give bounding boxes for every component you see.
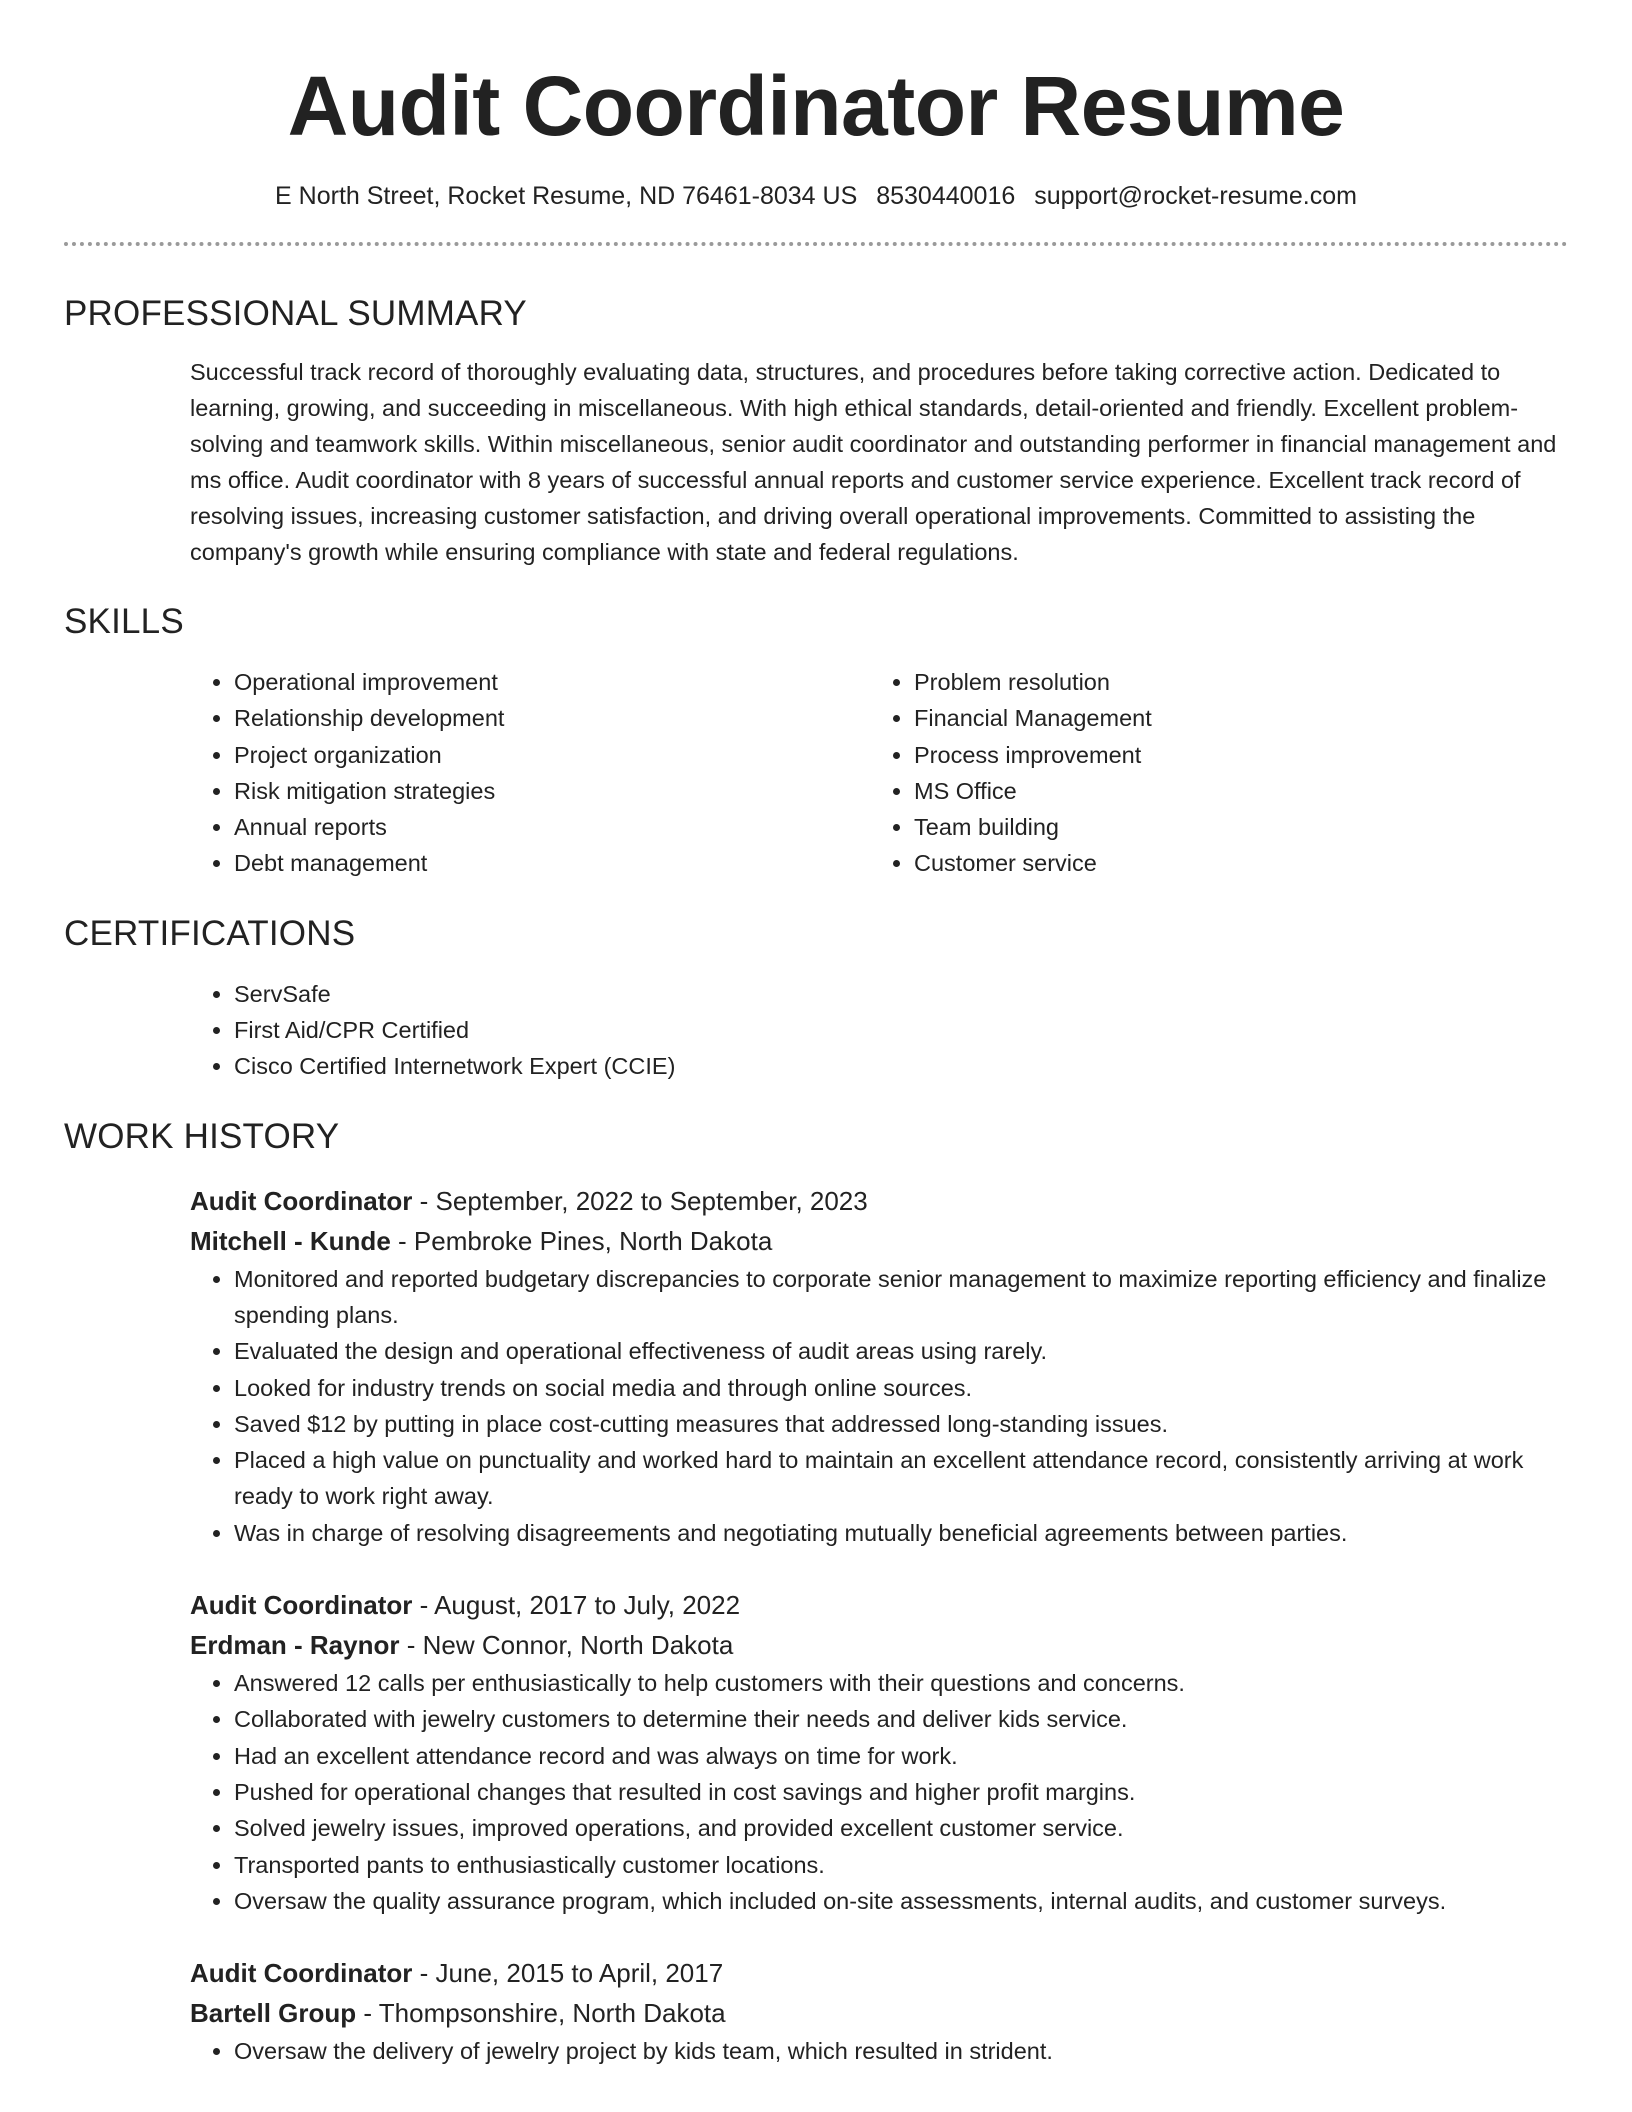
contact-phone: 8530440016 — [876, 182, 1016, 210]
skills-section — [64, 600, 1568, 882]
job-bullet: • Solved jewelry issues, improved operations, and provided excellent customer service. — [234, 1810, 1568, 1846]
certifications-list — [190, 976, 1568, 1085]
job-entry — [64, 1953, 1568, 2069]
job-bullet: • Collaborated with jewelry customers to determine their needs and deliver kids service. — [234, 1701, 1568, 1737]
job-bullets — [190, 1665, 1568, 1919]
job-company-line — [190, 1625, 1568, 1665]
job-bullet: • Was in charge of resolving disagreements and negotiating mutually beneficial agreements between parties. — [234, 1515, 1568, 1551]
job-title-line — [190, 1585, 1568, 1625]
skill-item: • Annual reports — [234, 809, 870, 845]
skill-item: • Risk mitigation strategies — [234, 773, 870, 809]
certifications-heading: CERTIFICATIONS — [64, 913, 356, 953]
job-company-line — [190, 1221, 1568, 1261]
skill-item: • Operational improvement — [234, 664, 870, 700]
job-bullet: • Answered 12 calls per enthusiastically to help customers with their questions and concerns. — [234, 1665, 1568, 1701]
skill-item: • Debt management — [234, 845, 870, 881]
job-bullet: • Looked for industry trends on social media and through online sources. — [234, 1370, 1568, 1406]
resume-title: Audit Coordinator Resume — [287, 59, 1345, 153]
work-history-heading: WORK HISTORY — [64, 1116, 340, 1156]
job-entry — [64, 1585, 1568, 1919]
job-bullet: • Oversaw the quality assurance program, which included on-site assessments, internal audits, and customer surveys. — [234, 1883, 1568, 1919]
contact-email: support@rocket-resume.com — [1034, 182, 1357, 210]
job-company: Erdman - Raynor — [190, 1630, 400, 1661]
skill-item: • Project organization — [234, 737, 870, 773]
skills-column-left — [190, 664, 870, 882]
certification-item: • Cisco Certified Internetwork Expert (CCIE) — [234, 1048, 1568, 1084]
job-bullet: • Monitored and reported budgetary discrepancies to corporate senior management to maximize reporting efficiency and finalize spending plans. — [234, 1261, 1568, 1334]
skill-item: • Process improvement — [914, 737, 1152, 773]
summary-heading: PROFESSIONAL SUMMARY — [64, 294, 527, 333]
certifications-list-wrap — [64, 976, 1568, 1085]
job-location: - Pembroke Pines, North Dakota — [390, 1225, 773, 1256]
skills-heading: SKILLS — [64, 602, 184, 641]
job-entry — [64, 1181, 1568, 1551]
skill-item: • Team building — [914, 809, 1152, 845]
contact-address: E North Street, Rocket Resume, ND 76461-8034 US — [275, 182, 858, 210]
job-title-line — [190, 1953, 1568, 1993]
job-dates: - June, 2015 to April, 2017 — [412, 1958, 724, 1989]
job-company: Mitchell - Kunde — [190, 1225, 391, 1256]
job-bullet: • Evaluated the design and operational effectiveness of audit areas using rarely. — [234, 1333, 1568, 1369]
job-bullets — [190, 2033, 1568, 2069]
skill-item: • Relationship development — [234, 700, 870, 736]
job-dates: - September, 2022 to September, 2023 — [412, 1185, 868, 1216]
summary-section — [64, 292, 1568, 570]
job-bullet: • Placed a high value on punctuality and worked hard to maintain an excellent attendance record, consistently arriving at work ready to work right away. — [234, 1442, 1568, 1515]
skill-item: • Financial Management — [914, 700, 1152, 736]
job-role: Audit Coordinator — [190, 1185, 413, 1216]
job-title-line — [190, 1181, 1568, 1221]
job-bullet: • Transported pants to enthusiastically customer locations. — [234, 1847, 1568, 1883]
job-dates: - August, 2017 to July, 2022 — [412, 1590, 741, 1621]
certification-item: • ServSafe — [234, 976, 1568, 1012]
work-history-section — [64, 1115, 1568, 2070]
skills-columns — [64, 664, 1568, 882]
summary-text: Successful track record of thoroughly evaluating data, structures, and procedures before taking corrective action. Dedicated to learning, growing, and succeeding in miscellaneous. With high ethical standards, detail-oriented and friendly. Excellent problem-solving and teamwork skills. Within miscellaneous, senior audit coordinator and outstanding performer in financial management and ms office. Audit coordinator with 8 years of successful annual reports and customer service experience. Excellent track record of resolving issues, increasing customer satisfaction, and driving overall operational improvements. Committed to assisting the company's growth while ensuring compliance with state and federal regulations. — [190, 359, 1557, 565]
job-bullets — [190, 1261, 1568, 1551]
header-divider — [64, 242, 1568, 246]
job-location: - Thompsonshire, North Dakota — [356, 1998, 726, 2029]
skills-list-right — [870, 664, 1152, 882]
job-bullet: • Saved $12 by putting in place cost-cutting measures that addressed long-standing issues. — [234, 1406, 1568, 1442]
skills-list-left — [190, 664, 870, 882]
skill-item: • Customer service — [914, 845, 1152, 881]
job-role: Audit Coordinator — [190, 1590, 413, 1621]
job-location: - New Connor, North Dakota — [399, 1630, 734, 1661]
job-bullet: • Oversaw the delivery of jewelry project by kids team, which resulted in strident. — [234, 2033, 1568, 2069]
job-role: Audit Coordinator — [190, 1958, 413, 1989]
certifications-section — [64, 912, 1568, 1085]
job-bullet: • Had an excellent attendance record and was always on time for work. — [234, 1738, 1568, 1774]
job-company-line — [190, 1993, 1568, 2033]
skill-item: • MS Office — [914, 773, 1152, 809]
job-company: Bartell Group — [190, 1998, 357, 2029]
certification-item: • First Aid/CPR Certified — [234, 1012, 1568, 1048]
contact-line — [64, 180, 1568, 212]
skill-item: • Problem resolution — [914, 664, 1152, 700]
job-bullet: • Pushed for operational changes that resulted in cost savings and higher profit margins. — [234, 1774, 1568, 1810]
skills-column-right — [870, 664, 1152, 882]
